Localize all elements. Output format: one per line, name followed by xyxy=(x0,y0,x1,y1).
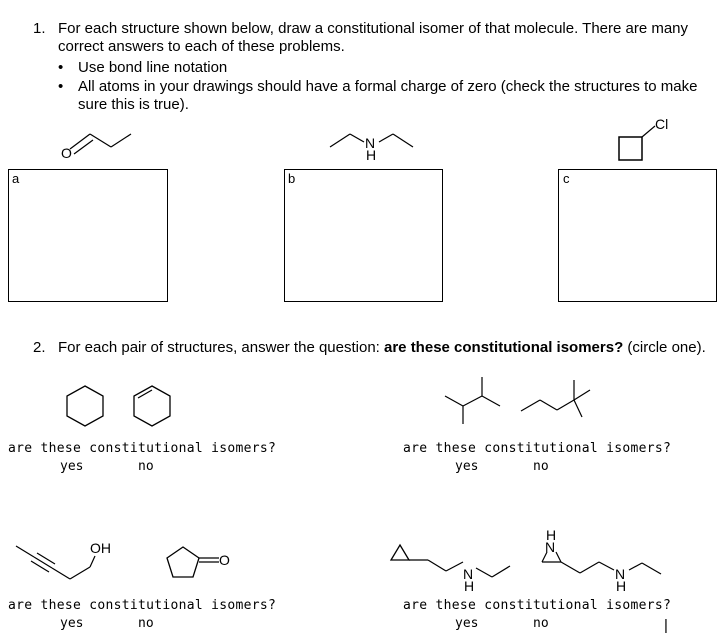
bullet: • xyxy=(58,59,64,76)
q2-bold-question: are these constitutional isomers? xyxy=(384,339,624,356)
box-label: b xyxy=(288,171,296,186)
chlorine-atom: Cl xyxy=(655,116,669,132)
q1-text: For each structure shown below, draw a constitutional isomer of that molecule. There are many correct answers to each of these problems. xyxy=(58,20,689,55)
nitrogen-atom: N xyxy=(463,566,474,582)
q1-number: 1. xyxy=(33,20,46,37)
pair1-question: are these constitutional isomers? xyxy=(8,441,277,456)
hydroxyl-group: OH xyxy=(90,540,111,556)
pair3-yes-option[interactable]: yes xyxy=(60,616,84,631)
pair4-no-option[interactable]: no xyxy=(533,616,549,631)
pair3-question: are these constitutional isomers? xyxy=(8,598,277,613)
pair3-no-option[interactable]: no xyxy=(138,616,154,631)
box-label: a xyxy=(12,171,20,186)
bullet: • xyxy=(58,78,64,95)
carbonyl-oxygen: O xyxy=(219,552,230,568)
nitrogen-atom: N xyxy=(615,566,626,582)
pair4-yes-option[interactable]: yes xyxy=(455,616,479,631)
aziridine-hydrogen: H xyxy=(546,527,557,543)
q2-number: 2. xyxy=(33,339,46,356)
pair1-yes-option[interactable]: yes xyxy=(60,459,84,474)
q1-bullet-1: Use bond line notation xyxy=(78,59,228,76)
aziridine-nitrogen: N xyxy=(545,539,556,555)
q2-text: For each pair of structures, answer the question: are these constitutional isomers? (circle one). xyxy=(58,339,706,356)
pair2-yes-option[interactable]: yes xyxy=(455,459,479,474)
nitrogen-atom: N xyxy=(365,135,376,151)
q1-bullet-2: All atoms in your drawings should have a formal charge of zero (check the structures to make sure this is true). xyxy=(78,78,698,113)
pair4-question: are these constitutional isomers? xyxy=(403,598,672,613)
pair1-no-option[interactable]: no xyxy=(138,459,154,474)
hydrogen-atom: H xyxy=(616,578,627,594)
pair2-question: are these constitutional isomers? xyxy=(403,441,672,456)
text-cursor: | xyxy=(664,617,668,634)
oxygen-atom: O xyxy=(61,145,72,161)
pair2-no-option[interactable]: no xyxy=(533,459,549,474)
hydrogen-atom: H xyxy=(366,147,377,163)
hydrogen-atom: H xyxy=(464,578,475,594)
box-label: c xyxy=(563,171,570,186)
